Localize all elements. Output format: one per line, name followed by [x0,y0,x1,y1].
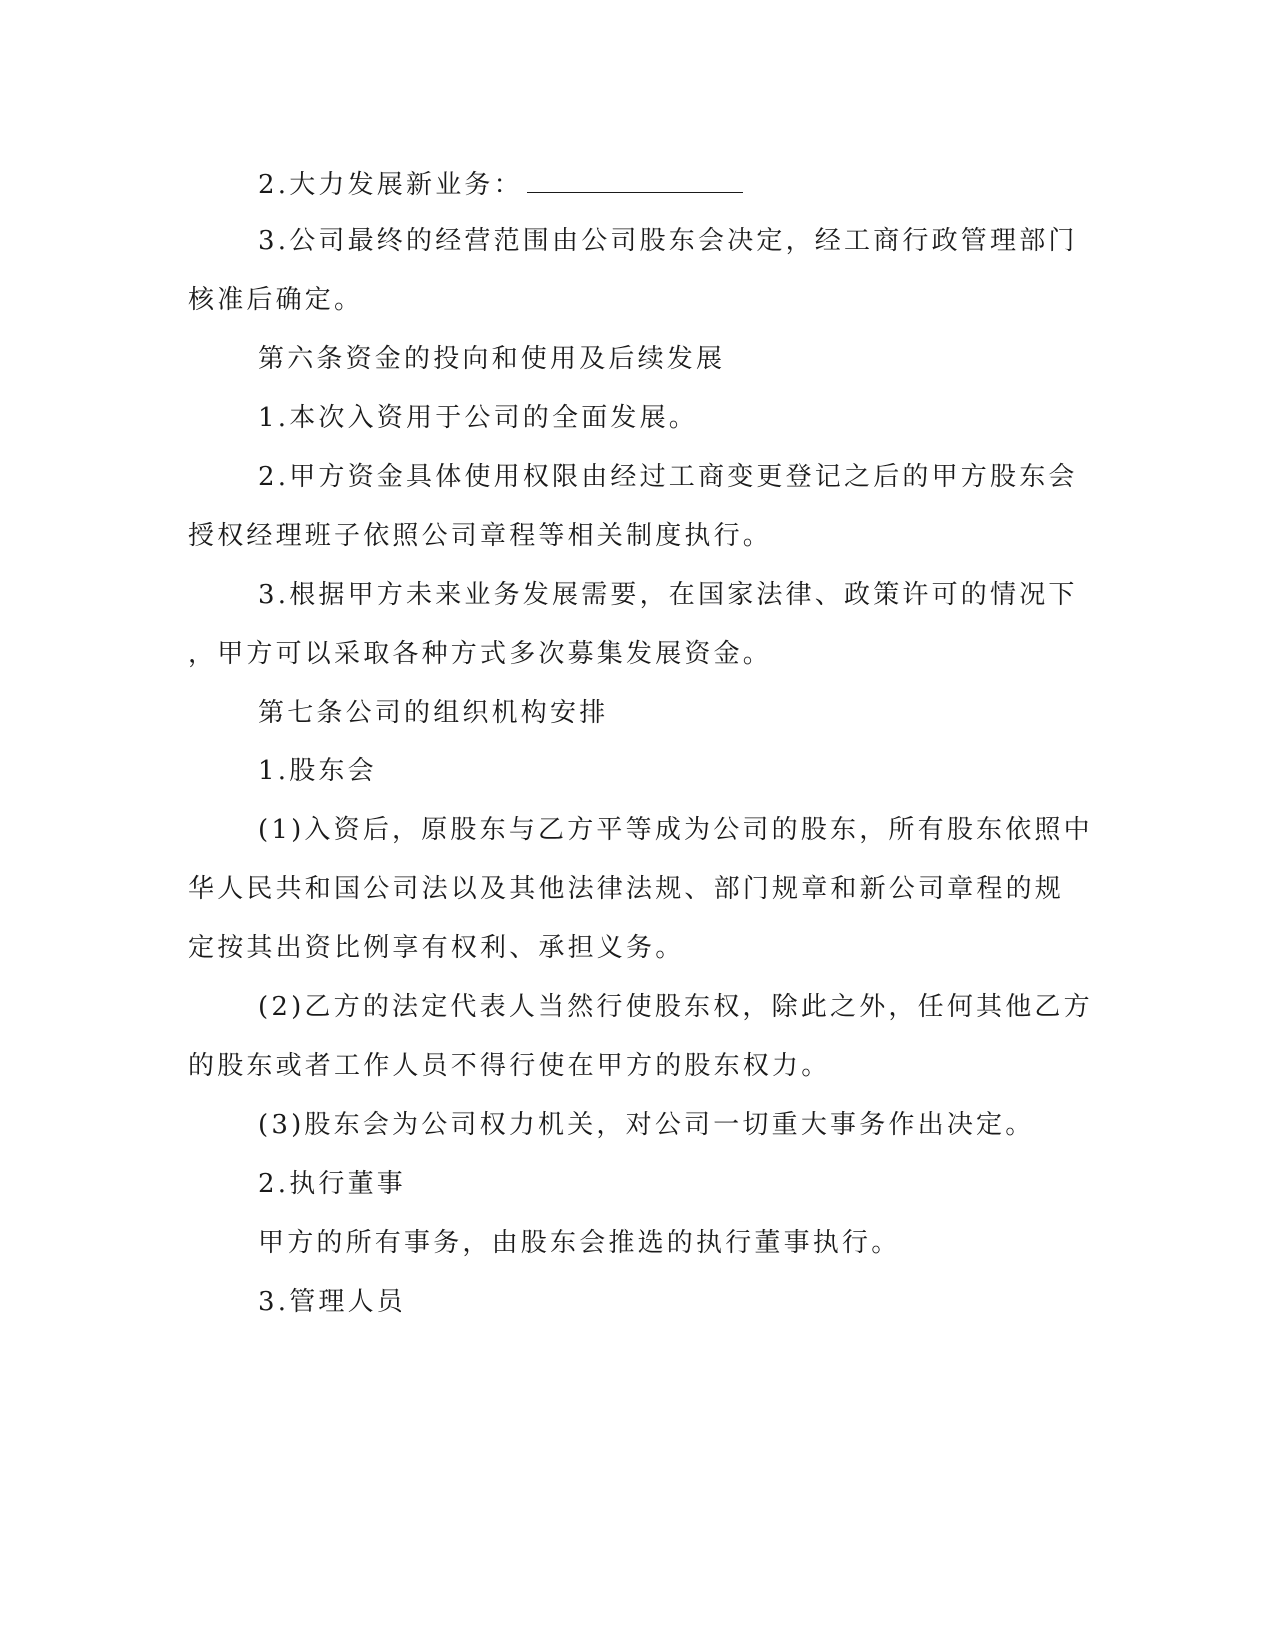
paragraph-line: (2)乙方的法定代表人当然行使股东权，除此之外，任何其他乙方 [258,992,1093,1022]
paragraph-line: ，甲方可以采取各种方式多次募集发展资金。 [188,639,773,669]
section-heading: 第七条公司的组织机构安排 [258,698,609,728]
paragraph-line: 甲方的所有事务，由股东会推选的执行董事执行。 [258,1228,901,1258]
fill-in-blank [527,166,743,193]
paragraph-line: 定按其出资比例享有权利、承担义务。 [188,933,685,963]
paragraph-line: 3.根据甲方未来业务发展需要，在国家法律、政策许可的情况下 [258,580,1078,610]
paragraph-line: 授权经理班子依照公司章程等相关制度执行。 [188,521,773,551]
paragraph-line: 核准后确定。 [188,285,364,315]
paragraph-text: 2.大力发展新业务： [258,170,523,200]
paragraph-line: 1.本次入资用于公司的全面发展。 [258,403,699,433]
paragraph-line: (1)入资后，原股东与乙方平等成为公司的股东，所有股东依照中 [258,815,1093,845]
paragraph-line: 2.甲方资金具体使用权限由经过工商变更登记之后的甲方股东会 [258,462,1078,492]
subsection-heading: 3.管理人员 [258,1287,407,1317]
subsection-heading: 2.执行董事 [258,1169,407,1199]
subsection-heading: 1.股东会 [258,756,377,786]
paragraph-line: 3.公司最终的经营范围由公司股东会决定，经工商行政管理部门 [258,226,1078,256]
paragraph-line: 的股东或者工作人员不得行使在甲方的股东权力。 [188,1051,831,1081]
paragraph-line: (3)股东会为公司权力机关，对公司一切重大事务作出决定。 [258,1110,1035,1140]
section-heading: 第六条资金的投向和使用及后续发展 [258,344,726,374]
paragraph-line: 华人民共和国公司法以及其他法律法规、部门规章和新公司章程的规 [188,874,1065,904]
paragraph-line [258,166,743,202]
